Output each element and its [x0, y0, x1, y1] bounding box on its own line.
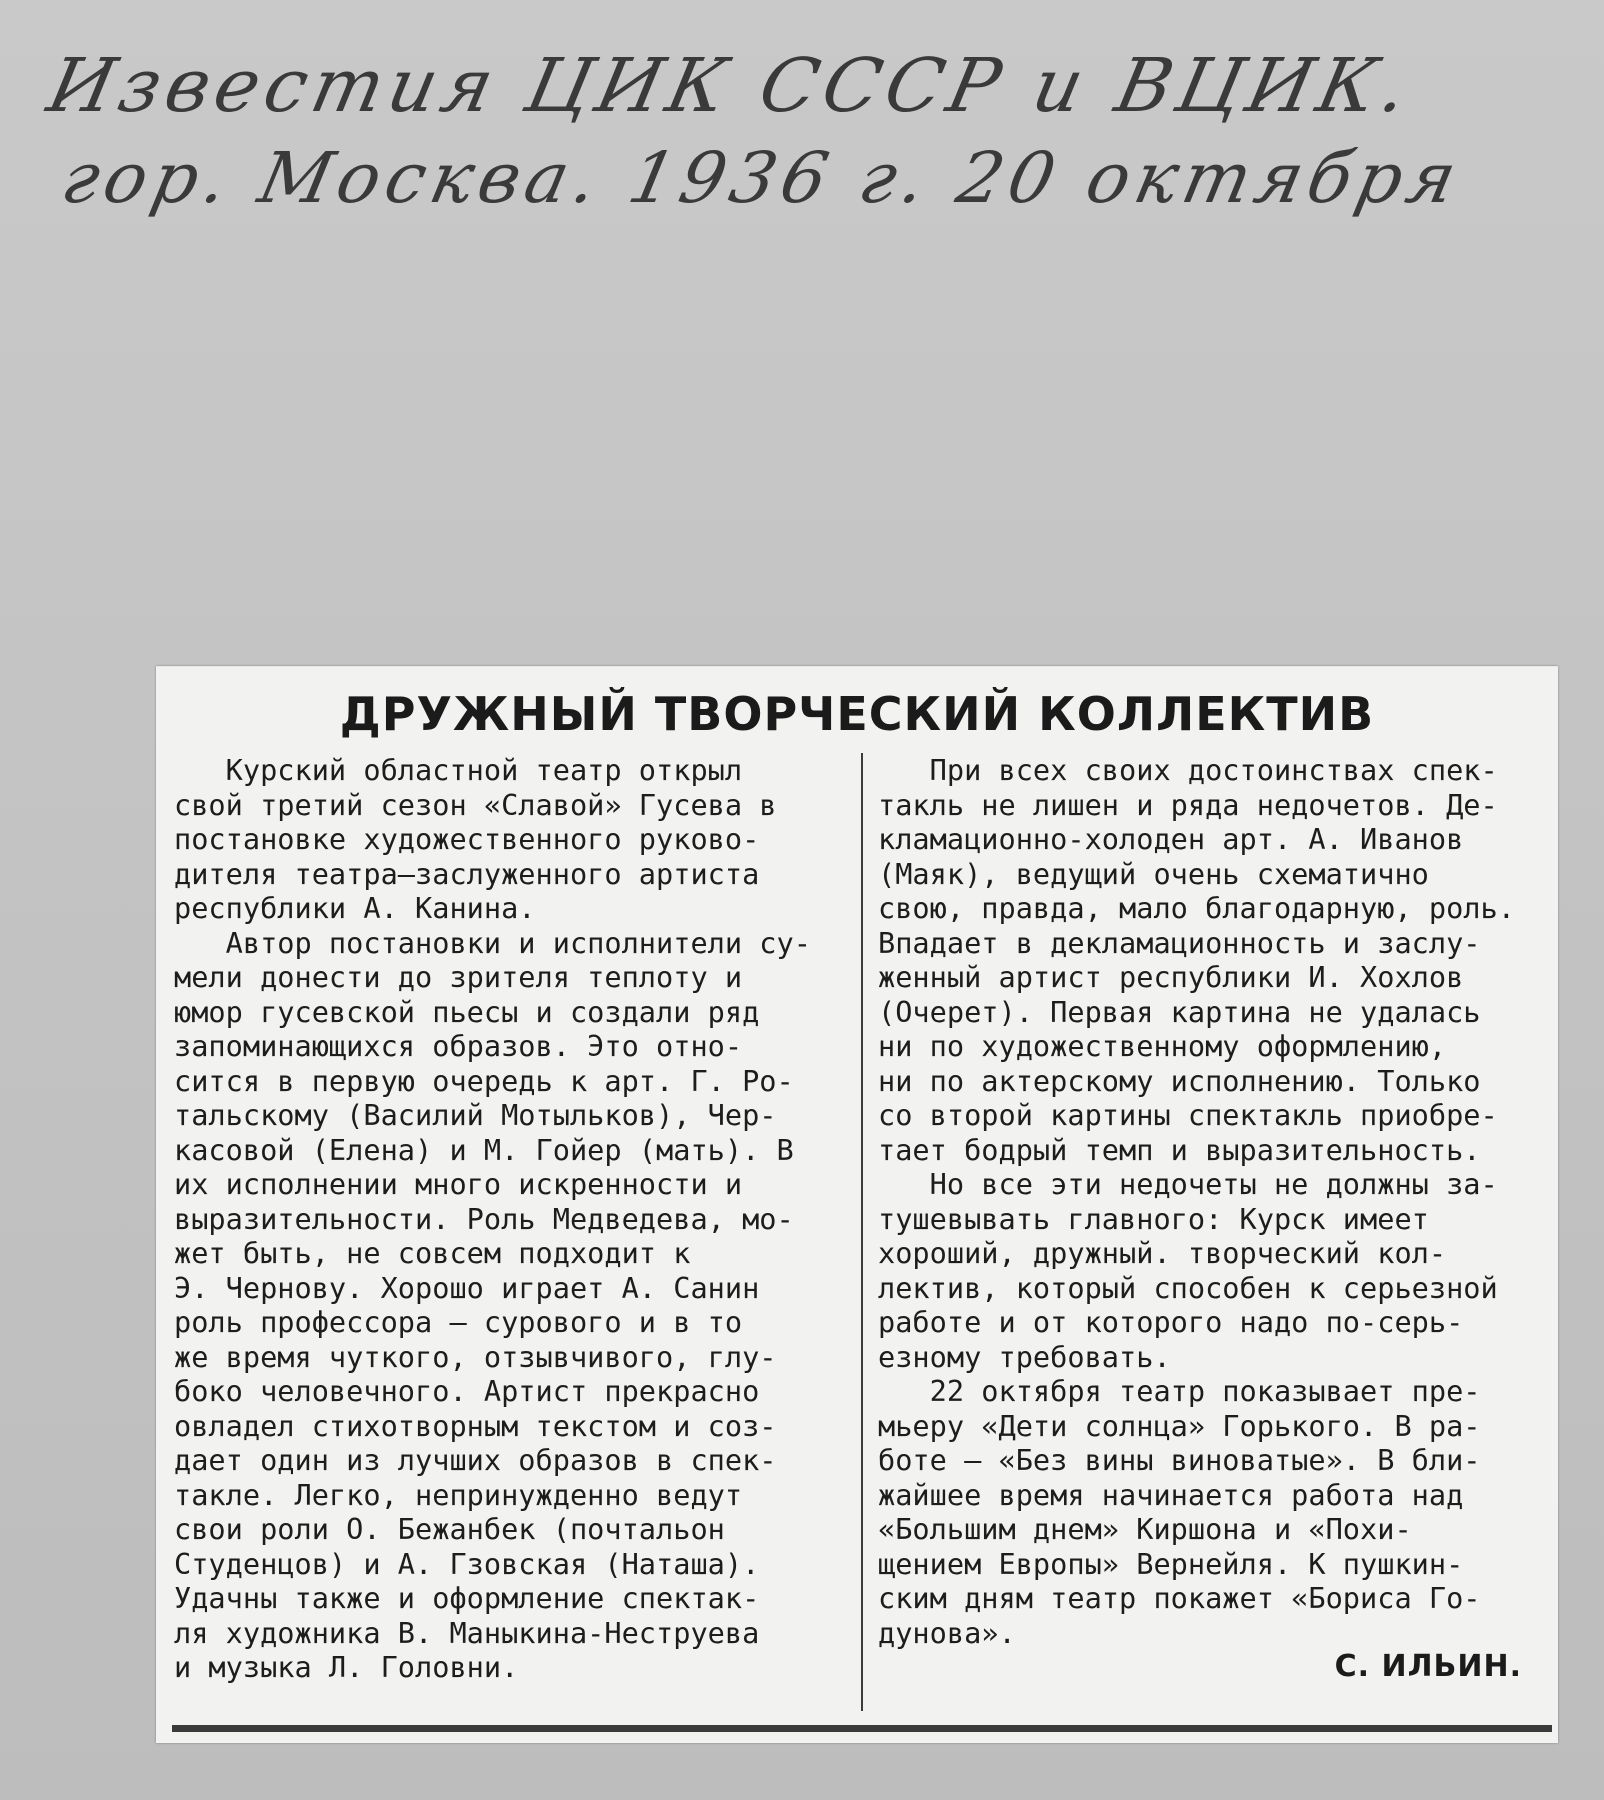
article-text-line: же время чуткого, отзывчивого, глу- [174, 1339, 777, 1374]
article-text-line: Но все эти недочеты не должны за- [878, 1167, 1498, 1201]
article-text-line: Студенцов) и А. Гзовская (Наташа). [174, 1546, 760, 1581]
article-text-line: кламационно-холоден арт. А. Иванов [878, 822, 1464, 856]
article-column-right [878, 753, 1548, 1650]
article-text-line: со второй картины спектакль приобре- [878, 1098, 1498, 1132]
article-text-line: 22 октября театр показывает пре- [878, 1374, 1481, 1408]
article-text-line: женный артист республики И. Хохлов [878, 960, 1464, 994]
article-text-line: Э. Чернову. Хорошо играет А. Санин [174, 1270, 760, 1305]
article-text-line: ни по актерскому исполнению. Только [878, 1063, 1481, 1098]
article-text-line: их исполнении много искренности и [174, 1167, 743, 1201]
article-text-line: ским дням театр покажет «Бориса Го- [878, 1581, 1481, 1615]
article-text-line: Удачны также и оформление спектак- [174, 1581, 760, 1615]
article-text-line: дителя театра—заслуженного артиста [174, 856, 760, 891]
article-text-line: Впадает в декламационность и заслу- [878, 925, 1481, 960]
article-text-line: «Большим днем» Киршона и «Похи- [878, 1512, 1412, 1546]
article-headline: ДРУЖНЫЙ ТВОРЧЕСКИЙ КОЛЛЕКТИВ [339, 687, 1375, 741]
article-text-line: (Маяк), ведущий очень схематично [878, 856, 1429, 891]
article-text-line: свой третий сезон «Славой» Гусева в [174, 787, 777, 822]
article-text-line: жет быть, не совсем подходит к [174, 1236, 691, 1270]
handwritten-line-date: гор. Москва. 1936 г. 20 октября [55, 137, 1470, 219]
article-text-line: тает бодрый темп и выразительность. [878, 1132, 1481, 1167]
article-text-line: ни по художественному оформлению, [878, 1029, 1447, 1063]
article-text-line: мели донести до зрителя теплоту и [174, 960, 743, 994]
article-text-line: и музыка Л. Головни. [174, 1650, 519, 1684]
article-text-line: сится в первую очередь к арт. Г. Ро- [174, 1063, 794, 1098]
article-text-line: хороший, дружный. творческий кол- [878, 1236, 1447, 1270]
article-text-line: роль профессора — сурового и в то [174, 1305, 743, 1339]
article-text-line: лектив, который способен к серьезной [878, 1270, 1498, 1305]
article-text-line: такль не лишен и ряда недочетов. Де- [878, 787, 1498, 822]
article-text-line: свои роли О. Бежанбек (почтальон [174, 1512, 725, 1546]
article-text-line: республики А. Канина. [174, 891, 536, 925]
article-text-line: ля художника В. Маныкина-Неструева [174, 1615, 760, 1650]
article-text-line: такле. Легко, непринужденно ведут [174, 1477, 743, 1512]
article-text-line: дает один из лучших образов в спек- [174, 1443, 777, 1477]
article-text-line: выразительности. Роль Медведева, мо- [174, 1201, 794, 1236]
article-text-line: касовой (Елена) и М. Гойер (мать). В [174, 1132, 794, 1167]
article-text-line: овладел стихотворным текстом и соз- [174, 1408, 777, 1443]
article-text-line: езному требовать. [878, 1339, 1171, 1374]
column-divider [861, 753, 863, 1711]
article-text-line: тальскому (Василий Мотыльков), Чер- [174, 1098, 777, 1132]
article-text-line: постановке художественного руково- [174, 822, 760, 856]
article-text-line: запоминающихся образов. Это отно- [174, 1029, 743, 1063]
article-text-line: юмор гусевской пьесы и создали ряд [174, 994, 760, 1029]
article-text-line: При всех своих достоинствах спек- [878, 753, 1498, 787]
article-text-line: (Очерет). Первая картина не удалась [878, 994, 1481, 1029]
handwritten-line-newspaper: Известия ЦИК СССР и ВЦИК. [40, 43, 1421, 129]
article-text-line: Автор постановки и исполнители су- [174, 925, 811, 960]
handwritten-source-note [40, 40, 1560, 224]
article-text-line: щением Европы» Вернейля. К пушкин- [878, 1546, 1464, 1581]
article-text-line: жайшее время начинается работа над [878, 1477, 1464, 1512]
article-text-line: тушевывать главного: Курск имеет [878, 1201, 1429, 1236]
article-signature: С. ИЛЬИН. [1334, 1649, 1522, 1684]
article-text-line: боко человечного. Артист прекрасно [174, 1374, 760, 1408]
article-text-line: боте — «Без вины виноватые». В бли- [878, 1443, 1481, 1477]
article-text-line: дунова». [878, 1615, 1016, 1650]
article-column-left [174, 753, 864, 1685]
article-text-line: работе и от которого надо по-серь- [878, 1305, 1464, 1339]
article-text-line: Курский областной театр открыл [174, 753, 743, 787]
article-text-line: мьеру «Дети солнца» Горького. В ра- [878, 1408, 1481, 1443]
article-text-line: свою, правда, мало благодарную, роль. [878, 891, 1515, 925]
newspaper-clipping [156, 666, 1558, 1743]
bottom-rule [172, 1725, 1552, 1732]
